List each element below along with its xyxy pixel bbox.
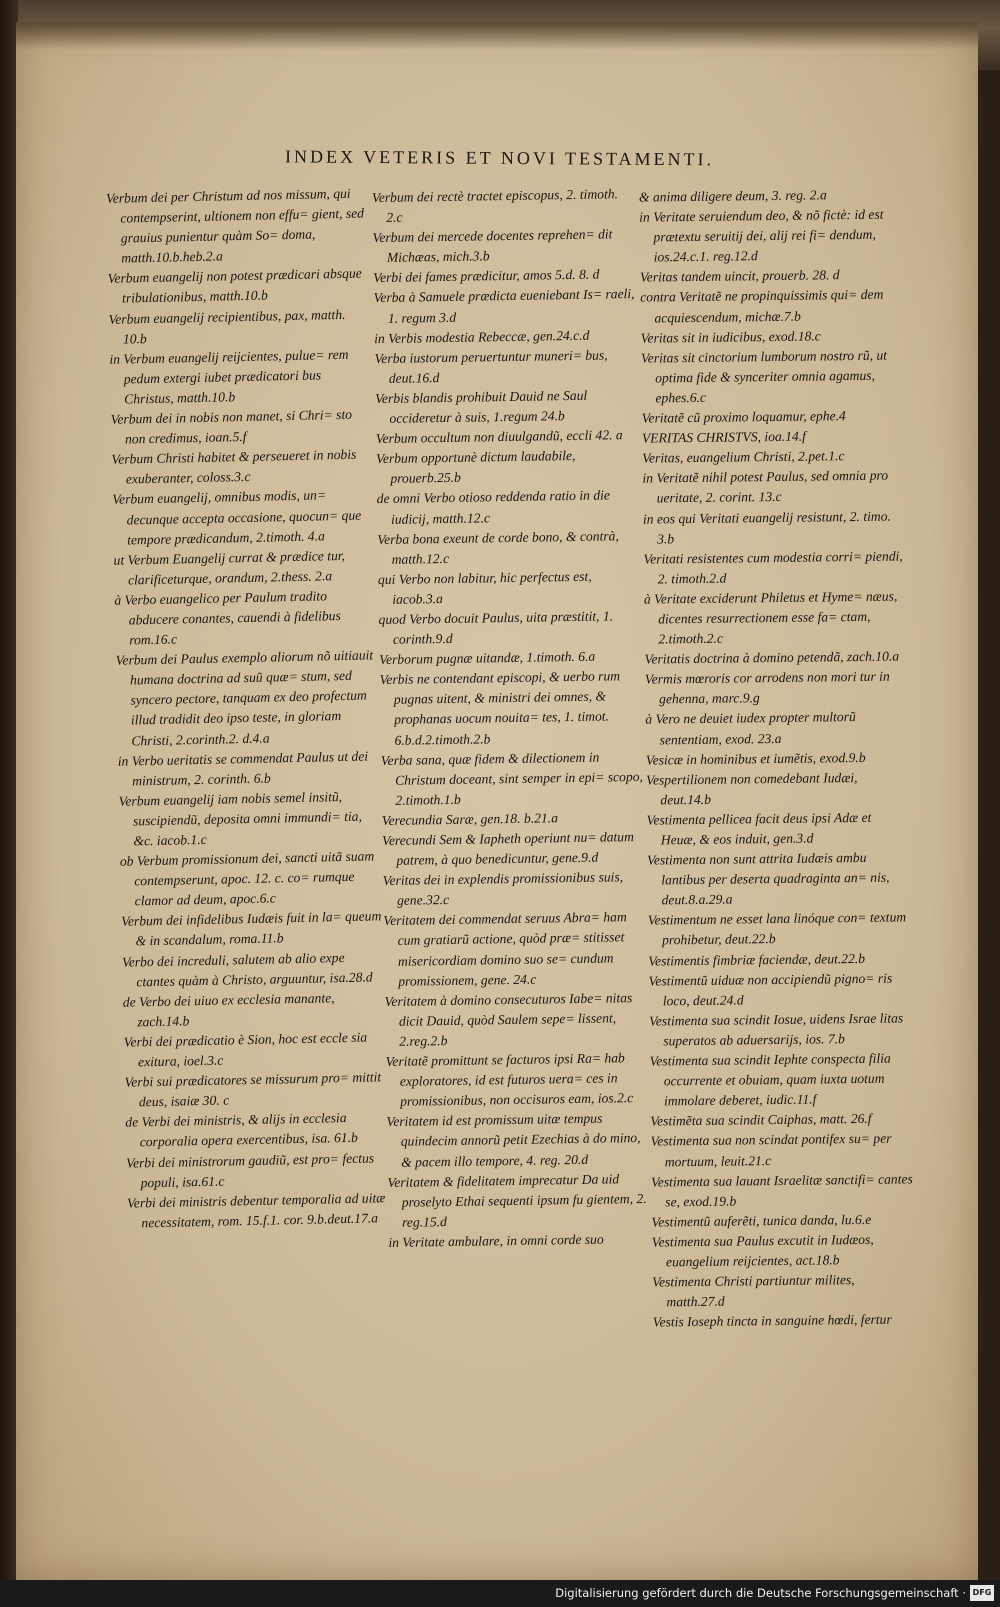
- index-entry: Veritati resistentes cum modestia corri= piendi, 2. timoth.2.d: [643, 548, 903, 587]
- page-header: INDEX VETERIS ET NOVI TESTAMENTI.: [284, 146, 715, 170]
- index-entry: ut Verbum Euangelij currat & prædice tur, clarificeturque, orandum, 2.thess. 2.a: [113, 547, 346, 588]
- index-entry: Verecundia Saræ, gen.18. b.21.a: [381, 810, 559, 828]
- index-column-middle: [372, 184, 652, 1358]
- index-entry: in Veritate seruiendum deo, & nõ fictè: id est prætextu seruitij dei, alij rei fi= dendum, ios.24.c.1. reg.12.d: [639, 206, 884, 265]
- index-entry: in Veritatẽ nihil potest Paulus, sed omnia pro ueritate, 2. corint. 13.c: [642, 467, 889, 506]
- index-entry: in Verbis modestia Rebeccæ, gen.24.c.d: [374, 327, 590, 346]
- index-entry: Verbum euangelij, omnibus modis, un= decunque accepta occasione, quocun= que tempore prædicandum, 2.timoth. 4.a: [112, 487, 362, 548]
- index-entry: Verbum euangelij non potest prædicari absque tribulationibus, matth.10.b: [107, 265, 362, 307]
- index-entry: Verba à Samuele prædicta eueniebant Is= raeli, 1. regum 3.d: [373, 286, 635, 326]
- index-entry: à Verbo euangelico per Paulum tradito abducere conantes, cauendi à fidelibus rom.16.c: [114, 588, 341, 648]
- index-entry: Verbi dei fames prædicitur, amos 5.d. 8. d: [373, 266, 600, 286]
- index-entry: Veritas sit cinctorium lumborum nostro rũ, ut optima fide & synceriter omnia agamus, ephes.6.c: [640, 347, 888, 406]
- index-entry: Vestimenta pellicea facit deus ipsi Adæ et Heuæ, & eos induit, gen.3.d: [646, 809, 872, 848]
- index-entry: Veritatis doctrina à domino petendã, zach.10.a: [644, 648, 900, 667]
- index-entry: Verbi sui prædicatores se missurum pro= mittit deus, isaiæ 30. c: [124, 1069, 382, 1110]
- index-entry: VERITAS CHRISTVS, ioa.14.f: [641, 428, 807, 446]
- index-entry: Vestimenta Christi partiuntur milites, matth.27.d: [652, 1272, 855, 1310]
- index-entry: Veritatem à domino consecuturos Iabe= nitas dicit Dauid, quòd Saulem sepe= lissent, 2.reg.2.b: [384, 989, 633, 1049]
- index-entry: Vestis Ioseph tincta in sanguine hœdi, fertur: [652, 1311, 892, 1330]
- index-entry: Vestimentũ uiduæ non accipiendũ pigno= ris loco, deut.24.d: [648, 970, 893, 1009]
- index-entry: Verbum euangelij iam nobis semel insitũ, suscipiendũ, deposita omni immundi= tia, &c. iacob.1.c: [118, 788, 363, 849]
- index-entry: in Veritate ambulare, in omni corde suo: [388, 1231, 604, 1250]
- index-entry: à Vero ne deuiet iudex propter multorũ sententiam, exod. 23.a: [645, 709, 856, 747]
- index-entry: in Verbo ueritatis se commendat Paulus ut dei ministrum, 2. corinth. 6.b: [117, 748, 369, 789]
- index-entry: Verbum dei rectè tractet episcopus, 2. timoth. 2.c: [371, 186, 619, 225]
- index-entry: Vestimenta sua non scindat pontifex su= per mortuum, leuit.21.c: [650, 1131, 892, 1169]
- index-entry: contra Veritatẽ ne propinquissimis qui= dem acquiescendum, michæ.7.b: [640, 287, 884, 326]
- index-entry: Vestimẽta sua scindit Caiphas, matt. 26.f: [650, 1111, 872, 1129]
- index-entry: Vestimenta sua Paulus excutit in Iudæos, euangelium reijcientes, act.18.b: [651, 1231, 874, 1270]
- index-entry: Verbi dei ministrorum gaudiũ, est pro= fectus populi, isa.61.c: [126, 1149, 375, 1190]
- index-entry: quod Verbo docuit Paulus, uita præstitit, 1. corinth.9.d: [378, 608, 614, 647]
- index-column-right: [639, 184, 915, 1357]
- index-entry: in eos qui Veritati euangelij resistunt, 2. timo. 3.b: [642, 508, 891, 547]
- index-entry: Verborum pugnæ uitandæ, 1.timoth. 6.a: [379, 648, 596, 668]
- index-entry: Vestimenta sua scindit Iosue, uidens Israe litas superatos ab aduersarijs, ios. 7.b: [648, 1010, 904, 1049]
- index-entry: Verbum dei in nobis non manet, si Chri= sto non credimus, ioan.5.f: [110, 406, 353, 447]
- index-entry: Verbum occultum non diuulgandũ, eccli 42. a: [375, 427, 623, 447]
- footer-bar: [0, 1580, 1000, 1607]
- index-entry: Verba bona exeunt de corde bono, & contrà, matth.12.c: [377, 527, 619, 567]
- dfg-logo: DFG: [970, 1585, 994, 1601]
- index-entry: Veritas tandem uincit, prouerb. 28. d: [639, 267, 840, 286]
- index-entry: ob Verbum promissionum dei, sancti uitã suam contempserunt, apoc. 12. c. co= rumque clamor ad deum, apoc.6.c: [119, 848, 375, 909]
- index-entry: Verbum dei infidelibus Iudæis fuit in la= queum & in scandalum, roma.11.b: [120, 908, 382, 949]
- index-entry: Vestimentũ auferẽti, tunica danda, lu.6.e: [651, 1211, 872, 1230]
- index-entry: Vestimenta non sunt attrita Iudæis ambu lantibus per deserta quadraginta an= nis, deut.8.a.29.a: [646, 850, 890, 908]
- index-column-left: [106, 183, 392, 1358]
- index-entry: Verecundi Sem & Iapheth operiunt nu= datum patrem, à quo benedicuntur, gene.9.d: [381, 829, 634, 868]
- index-entry: Verbum opportunè dictum laudabile, prouerb.25.b: [375, 448, 576, 487]
- index-entry: Veritatem dei commendat seruus Abra= ham cum gratiarũ actione, quòd præ= stitisset misericordiam domino suo se= cundum promissionem, gene. 24.c: [383, 909, 627, 989]
- index-entry: Vestimentis fimbriæ faciendæ, deut.22.b: [648, 950, 866, 969]
- index-entry: de Verbo dei uiuo ex ecclesia manante, zach.14.b: [122, 990, 335, 1030]
- index-entry: Verbi dei ministris debentur temporalia ad uitæ necessitatem, rom. 15.f.1. cor. 9.b.deut.17.a: [126, 1189, 386, 1231]
- index-entry: Vesicæ in hominibus et iumẽtis, exod.9.b: [645, 749, 866, 768]
- index-entry: Veritas, euangelium Christi, 2.pet.1.c: [642, 448, 845, 466]
- index-entry: Verba iustorum peruertuntur muneri= bus, deut.16.d: [374, 347, 608, 386]
- index-entry: Veritatem & fidelitatem imprecatur Da uid proselyto Ethai sequenti ipsum fu gientem, 2. reg.15.d: [387, 1170, 647, 1230]
- index-entry: de Verbi dei ministris, & alijs in ecclesia corporalia opera exercentibus, isa. 61.b: [125, 1110, 358, 1150]
- index-entry: Veritatẽ promittunt se facturos ipsi Ra= hab exploratores, id est futuros uera= ces in promissionibus, non occisuros eam, ios.2.c: [385, 1050, 634, 1110]
- index-entry: Verbum euangelij recipientibus, pax, matth. 10.b: [108, 306, 346, 347]
- index-entry: & anima diligere deum, 3. reg. 2.a: [638, 187, 827, 205]
- footer-credit: Digitalisierung gefördert durch die Deutsche Forschungsgemeinschaft ·: [555, 1586, 966, 1600]
- index-entry: Verbi dei prædicatio è Sion, hoc est eccle sia exitura, ioel.3.c: [123, 1029, 368, 1070]
- index-entry: Vestimenta sua scindit Iephte conspecta filia occurrente et obuiam, quam iuxta uotum immolare deberet, iudic.11.f: [649, 1050, 891, 1109]
- index-entry: Verbum dei mercede docentes reprehen= dit Michæas, mich.3.b: [372, 226, 613, 266]
- index-entry: Verbis blandis prohibuit Dauid ne Saul occideretur à suis, 1.regum 24.b: [375, 387, 588, 426]
- page-top-shadow: [16, 22, 978, 50]
- index-entry: de omni Verbo otioso reddenda ratio in die iudicij, matth.12.c: [376, 487, 611, 527]
- index-entry: Vestimentum ne esset lana linóque con= textum prohibetur, deut.22.b: [647, 909, 907, 948]
- index-entry: Veritatẽ cũ proximo loquamur, ephe.4: [641, 408, 846, 426]
- index-entry: qui Verbo non labitur, hic perfectus est, iacob.3.a: [377, 568, 592, 607]
- index-entry: Verbis ne contendant episcopi, & uerbo rum pugnas uitent, & ministri dei omnes, & prophanas uocum nouita= tes, 1. timot. 6.b.d.2.timoth.2.b: [379, 668, 621, 748]
- index-entry: Veritatem id est promissum uitæ tempus quindecim annorũ petit Ezechias à do mino, & pacem illo tempore, 4. reg. 20.d: [386, 1110, 641, 1170]
- index-entry: Veritas sit in iudicibus, exod.18.c: [640, 328, 821, 346]
- index-entry: Vespertilionem non comedebant Iudæi, deut.14.b: [646, 769, 858, 808]
- index-entry: Veritas dei in explendis promissionibus suis, gene.32.c: [382, 869, 624, 909]
- index-entry: Verbum dei Paulus exemplo aliorum nõ uitiauit humana doctrina ad suũ quæ= stum, sed syncero pectore, tanquam ex deo profectum illud tradidit deo ipso teste, in gloriam Christi, 2.corinth.2. d.4.a: [115, 647, 374, 748]
- index-entry: à Veritate exciderunt Philetus et Hyme= næus, dicentes resurrectionem esse fa= ctam, 2.timoth.2.c: [643, 588, 898, 647]
- index-entry: Verbo dei increduli, salutem ab alio expe ctantes quàm à Christo, arguuntur, isa.28.d: [121, 949, 373, 990]
- index-entry: in Verbum euangelij reijcientes, pulue= rem pedum extergi iubet prædicatori bus Christus, matth.10.b: [109, 346, 349, 407]
- index-entry: Verbum dei per Christum ad nos missum, qui contempserint, ultionem non effu= gient, sed grauius punientur quàm So= doma, matth.10.b.heb.2.a: [105, 185, 365, 266]
- index-entry: Vermis mœroris cor arrodens non mori tur in gehenna, marc.9.g: [644, 668, 890, 707]
- index-entry: Vestimenta sua lauant Israelitæ sanctifi= cantes se, exod.19.b: [650, 1170, 913, 1210]
- index-entry: Verbum Christi habitet & perseueret in nobis exuberanter, coloss.3.c: [111, 446, 357, 487]
- index-entry: Verba sana, quæ fidem & dilectionem in Christum doceant, sint semper in epi= scopo, 2.timoth.1.b: [380, 749, 644, 808]
